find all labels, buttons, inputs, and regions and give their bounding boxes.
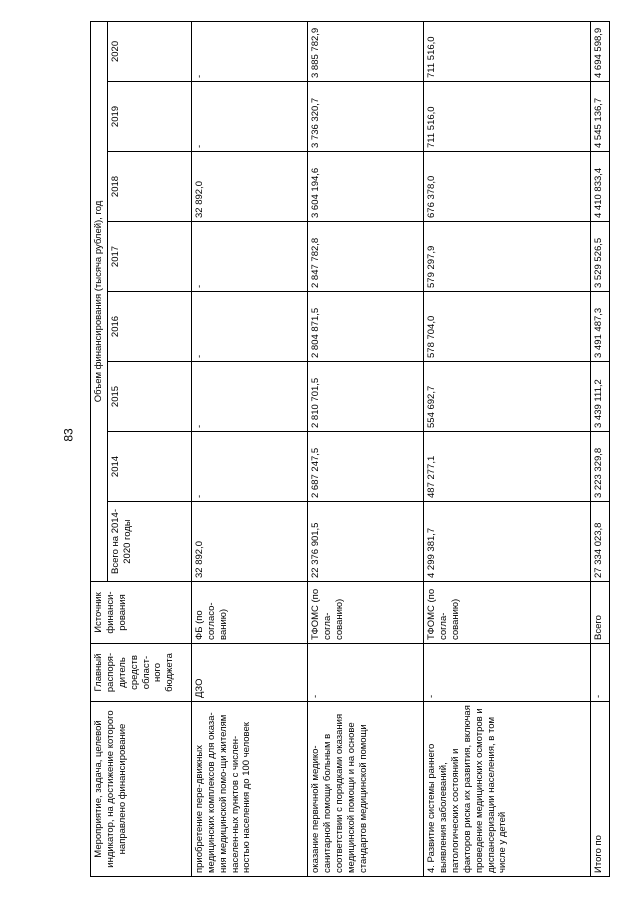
row-value: 711 516,0 — [424, 21, 591, 81]
row-measure: приобретение пере-движных медицинских комплексов для оказа-ния медицинской помо-щи жителям населен-ных пунктов с числен-ностью населения до 100 человек — [191, 702, 307, 877]
row-value: 3 885 782,9 — [308, 21, 424, 81]
row-value: 4 410 833,4 — [590, 152, 609, 222]
row-source: ФБ (по согласо-ванию) — [191, 582, 307, 644]
row-value: 3 529 526,5 — [590, 222, 609, 292]
row-manager: - — [590, 644, 609, 702]
row-measure: оказание первичной медико-санитарной помощи больным в соответствии с порядками оказания медицинской помощи и на основе стандартов медицинской помощи — [308, 702, 424, 877]
row-value: 2 804 871,5 — [308, 292, 424, 362]
row-value: 4 694 598,9 — [590, 21, 609, 81]
row-value: 3 736 320,7 — [308, 82, 424, 152]
row-measure: Итого по — [590, 702, 609, 877]
row-source: ТФОМС (по согла-сованию) — [308, 582, 424, 644]
row-source: ТФОМС (по согла-сованию) — [424, 582, 591, 644]
header-measure: Мероприятие, задача, целевой индикатор, на достижение которого направлено финансирование — [91, 702, 192, 877]
table-row — [424, 21, 591, 876]
row-value: - — [191, 21, 307, 81]
row-value: 554 692,7 — [424, 362, 591, 432]
row-value: - — [191, 362, 307, 432]
row-value: 579 297,9 — [424, 222, 591, 292]
header-year: 2018 — [107, 152, 191, 222]
financing-table-sheet — [90, 22, 610, 877]
row-value: 32 892,0 — [191, 152, 307, 222]
row-value: 2 847 782,8 — [308, 222, 424, 292]
row-manager: - — [308, 644, 424, 702]
table-row — [590, 21, 609, 876]
financing-table — [90, 21, 610, 877]
row-total: 27 334 023,8 — [590, 502, 609, 582]
row-total: 4 299 381,7 — [424, 502, 591, 582]
row-value: 3 604 194,6 — [308, 152, 424, 222]
header-year: 2016 — [107, 292, 191, 362]
row-value: 3 223 329,8 — [590, 432, 609, 502]
header-year: 2017 — [107, 222, 191, 292]
row-value: 3 491 487,3 — [590, 292, 609, 362]
row-value: - — [191, 432, 307, 502]
row-source: Всего — [590, 582, 609, 644]
header-year: 2014 — [107, 432, 191, 502]
table-row — [308, 21, 424, 876]
row-measure: 4. Развитие системы раннего выявления заболеваний, патологических состояний и факторов риска их развития, включая проведение медицинских осмотров и диспансеризации населения, в том числе у детей — [424, 702, 591, 877]
row-value: 578 704,0 — [424, 292, 591, 362]
page-number: 83 — [61, 428, 76, 442]
row-value: 4 545 136,7 — [590, 82, 609, 152]
row-total: 32 892,0 — [191, 502, 307, 582]
row-manager: - — [424, 644, 591, 702]
header-year: 2020 — [107, 21, 191, 81]
header-total: Всего на 2014-2020 годы — [107, 502, 191, 582]
row-value: - — [191, 292, 307, 362]
header-manager: Главный распоря-дитель средств област-ного бюджета — [91, 644, 192, 702]
table-row — [191, 21, 307, 876]
header-volume-group: Объем финансирования (тысяча рублей), год — [91, 21, 108, 581]
header-year: 2015 — [107, 362, 191, 432]
row-value: 711 516,0 — [424, 82, 591, 152]
row-value: - — [191, 82, 307, 152]
row-value: - — [191, 222, 307, 292]
row-value: 2 810 701,5 — [308, 362, 424, 432]
header-source: Источник финанси-рования — [91, 582, 192, 644]
row-value: 3 439 111,2 — [590, 362, 609, 432]
row-value: 2 687 247,5 — [308, 432, 424, 502]
header-year: 2019 — [107, 82, 191, 152]
row-total: 22 376 901,5 — [308, 502, 424, 582]
row-value: 487 277,1 — [424, 432, 591, 502]
row-value: 676 378,0 — [424, 152, 591, 222]
row-manager: ДЗО — [191, 644, 307, 702]
